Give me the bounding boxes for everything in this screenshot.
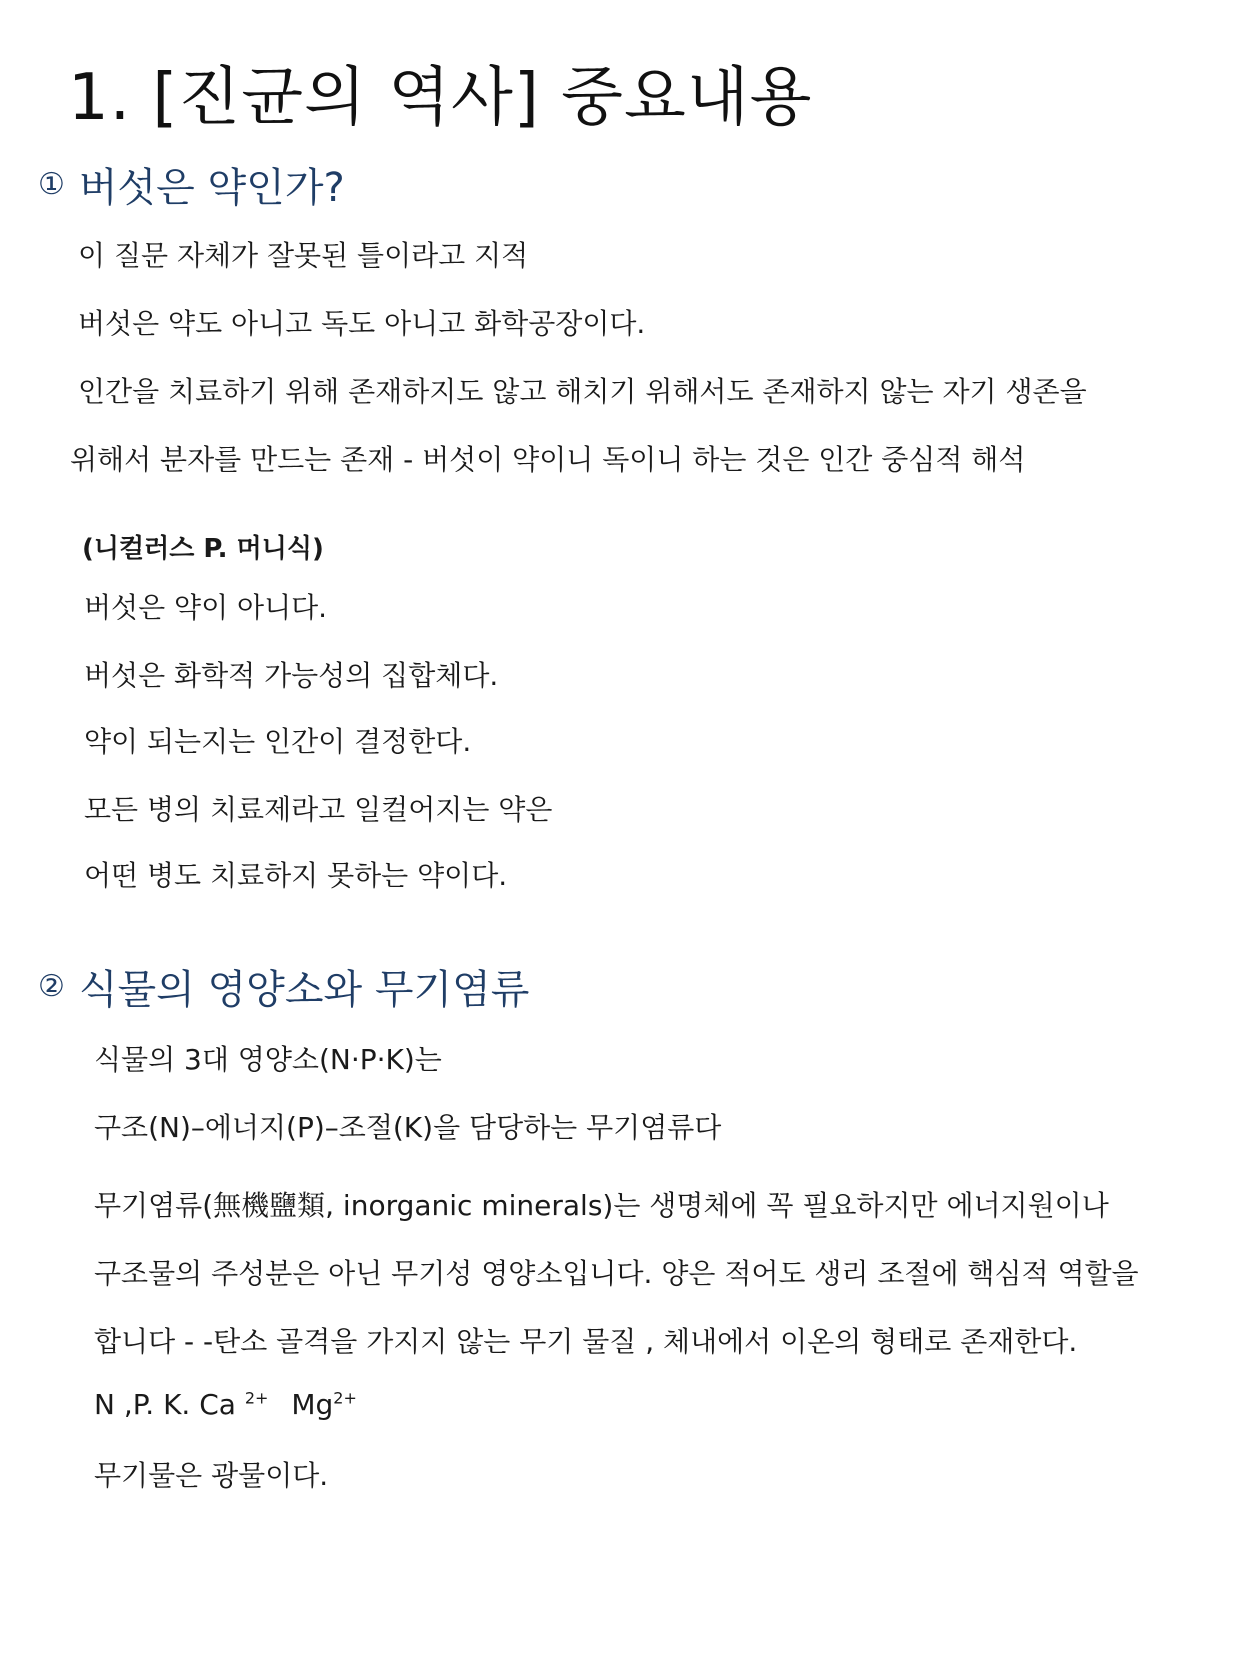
ca-charge: 2+ — [244, 1388, 269, 1408]
section-1-line-3: 인간을 치료하기 위해 존재하지도 않고 해치기 위해서도 존재하지 않는 자기 생존을 — [78, 375, 1087, 408]
quote-line-5: 어떤 병도 치료하지 못하는 약이다. — [84, 859, 508, 892]
section-2-line-5: 합니다 - -탄소 골격을 가지지 않는 무기 물질 , 체내에서 이온의 형태로 존재한다. — [94, 1325, 1078, 1358]
section-1-number: ① — [38, 167, 65, 202]
quote-author: (니컬러스 P. 머니식) — [82, 534, 324, 564]
section-1-line-2: 버섯은 약도 아니고 독도 아니고 화학공장이다. — [78, 307, 646, 340]
section-1-title: 버섯은 약인가? — [78, 165, 345, 211]
section-1-heading — [38, 156, 345, 213]
mg-charge: 2+ — [333, 1388, 357, 1408]
section-2-number: ② — [38, 969, 65, 1004]
section-2-line-3: 무기염류(無機鹽類, inorganic minerals)는 생명체에 꼭 필요하지만 에너지원이나 — [94, 1189, 1109, 1222]
section-2-line-2: 구조(N)–에너지(P)–조절(K)을 담당하는 무기염류다 — [94, 1111, 722, 1144]
section-1-line-1: 이 질문 자체가 잘못된 틀이라고 지적 — [78, 239, 529, 272]
section-1-line-4: 위해서 분자를 만드는 존재 - 버섯이 약이니 독이니 하는 것은 인간 중심적 해석 — [70, 443, 1026, 476]
section-2-last-line: 무기물은 광물이다. — [94, 1459, 329, 1492]
quote-line-3: 약이 되는지는 인간이 결정한다. — [84, 725, 472, 758]
quote-line-4: 모든 병의 치료제라고 일컬어지는 약은 — [84, 793, 553, 826]
section-2-line-1: 식물의 3대 영양소(N·P·K)는 — [94, 1043, 442, 1076]
ion-prefix: N ,P. K. Ca — [94, 1388, 236, 1421]
section-2-heading — [38, 958, 529, 1015]
section-2-title: 식물의 영양소와 무기염류 — [78, 967, 530, 1013]
page-title: 1. [진균의 역사] 중요내용 — [68, 61, 813, 135]
quote-line-2: 버섯은 화학적 가능성의 집합체다. — [84, 659, 499, 692]
quote-line-1: 버섯은 약이 아니다. — [84, 591, 328, 624]
ion-list — [94, 1388, 357, 1421]
mg-label: Mg — [291, 1388, 334, 1421]
section-2-line-4: 구조물의 주성분은 아닌 무기성 영양소입니다. 양은 적어도 생리 조절에 핵심적 역할을 — [94, 1257, 1139, 1290]
